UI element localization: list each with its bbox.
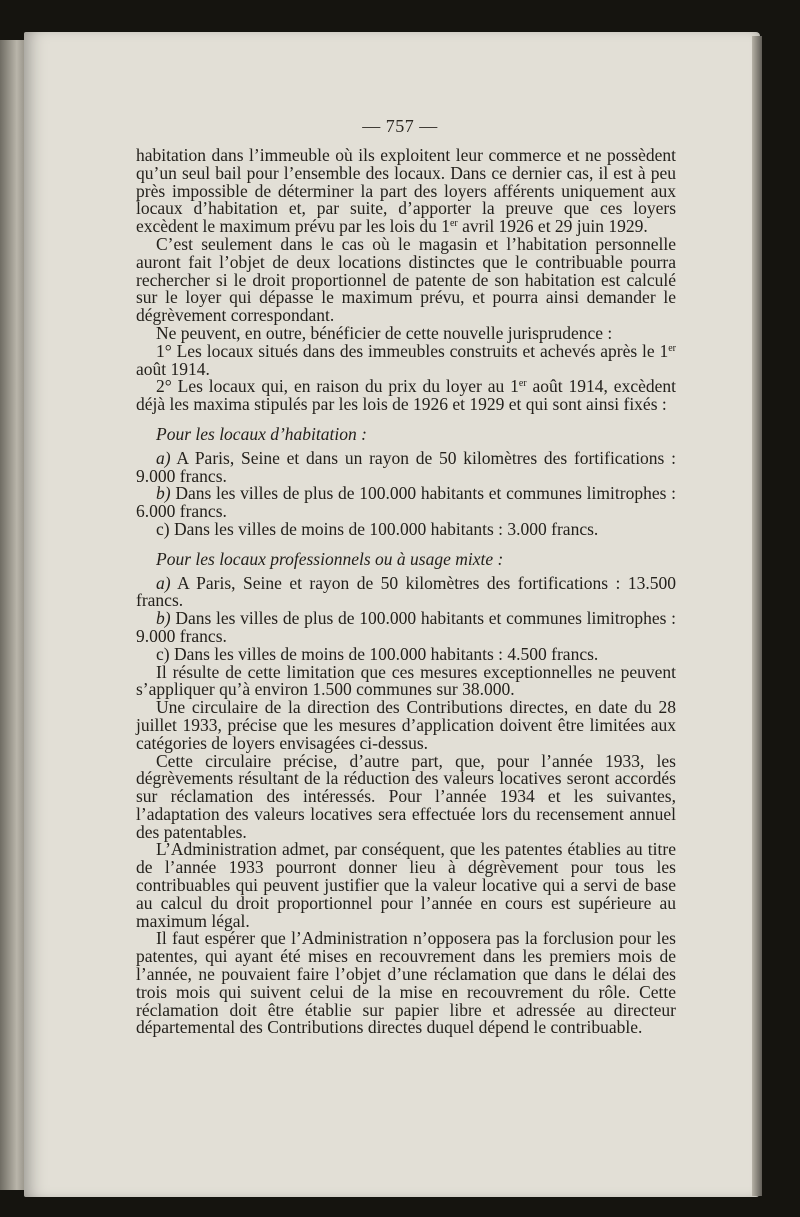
list-item: a) A Paris, Seine et dans un rayon de 50 kilomètres des fortifications : 9.000 francs. bbox=[136, 447, 676, 486]
list-item: 1° Les locaux situés dans des immeubles construits et achevés après le 1er août 1914. bbox=[136, 340, 676, 379]
page-body bbox=[136, 147, 676, 1037]
list-item: a) A Paris, Seine et rayon de 50 kilomètres des fortifications : 13.500 francs. bbox=[136, 572, 676, 611]
section-heading: Pour les locaux d’habitation : bbox=[156, 423, 367, 444]
paragraph: Ne peuvent, en outre, bénéficier de cette nouvelle jurisprudence : bbox=[156, 322, 613, 343]
paragraph: L’Administration admet, par conséquent, que les patentes établies au titre de l’année 1933 pourront donner lieu à dégrèvement pour tous les contribuables qui peuvent justifier que la valeur locative qui a servi de base au calcul du droit proportionnel pour l’année en cours est supérieure au maximum légal. bbox=[136, 839, 676, 931]
list-item: 2° Les locaux qui, en raison du prix du loyer au 1er août 1914, excèdent déjà les maxima stipulés par les lois de 1926 et 1929 et qui sont ainsi fixés : bbox=[136, 376, 676, 415]
paragraph: C’est seulement dans le cas où le magasin et l’habitation personnelle auront fait l’objet de deux locations distinctes que le contribuable pourra rechercher si le droit proportionnel de patente de son habitation est calculé sur le loyer qui dépasse le maximum prévu, et pourra ainsi demander le dégrèvement correspondant. bbox=[136, 233, 676, 326]
page-edge bbox=[752, 36, 762, 1196]
section-heading: Pour les locaux professionnels ou à usage mixte : bbox=[156, 548, 504, 569]
paragraph: Cette circulaire précise, d’autre part, que, pour l’année 1933, les dégrèvements résultant de la réduction des valeurs locatives seront accordés sur réclamation des intéressés. Pour l’année 1934 et les suivantes, l’adaptation des valeurs locatives sera effectuée lors du recensement annuel des patentables. bbox=[136, 750, 676, 842]
paragraph: Il résulte de cette limitation que ces mesures exceptionnelles ne peuvent s’appliquer qu’à environ 1.500 communes sur 38.000. bbox=[136, 661, 676, 700]
list-item: c) Dans les villes de moins de 100.000 habitants : 4.500 francs. bbox=[156, 643, 599, 664]
list-item: c) Dans les villes de moins de 100.000 habitants : 3.000 francs. bbox=[156, 518, 599, 539]
paragraph: Il faut espérer que l’Administration n’opposera pas la forclusion pour les patentes, qui ayant été mises en recouvrement dans les premiers mois de l’année, ne pouvaient faire l’objet d’une réclamation que dans le délai des trois mois qui suivent celui de la mise en recouvrement du rôle. Cette réclamation doit être établie sur papier libre et adressée au directeur départemental des Contributions directes duquel dépend le contribuable. bbox=[136, 928, 676, 1038]
list-item: b) Dans les villes de plus de 100.000 habitants et communes limitrophes : 6.000 francs. bbox=[136, 483, 676, 522]
page-number: — 757 — bbox=[362, 116, 438, 136]
paragraph: Une circulaire de la direction des Contributions directes, en date du 28 juillet 1933, précise que les mesures d’application doivent être limitées aux catégories de loyers envisagées ci-dessus. bbox=[136, 697, 676, 753]
list-item: b) Dans les villes de plus de 100.000 habitants et communes limitrophes : 9.000 francs. bbox=[136, 608, 676, 646]
paragraph: habitation dans l’immeuble où ils exploitent leur commerce et ne possèdent qu’un seul bail pour l’ensemble des locaux. Dans ce dernier cas, il est à peu près impossible de déterminer la part des loyers afférents uniquement aux locaux d’habitation et, par suite, d’apporter la preuve que ces loyers excèdent le maximum prévu par les lois du 1er avril 1926 et 29 juin 1929. bbox=[136, 145, 676, 237]
